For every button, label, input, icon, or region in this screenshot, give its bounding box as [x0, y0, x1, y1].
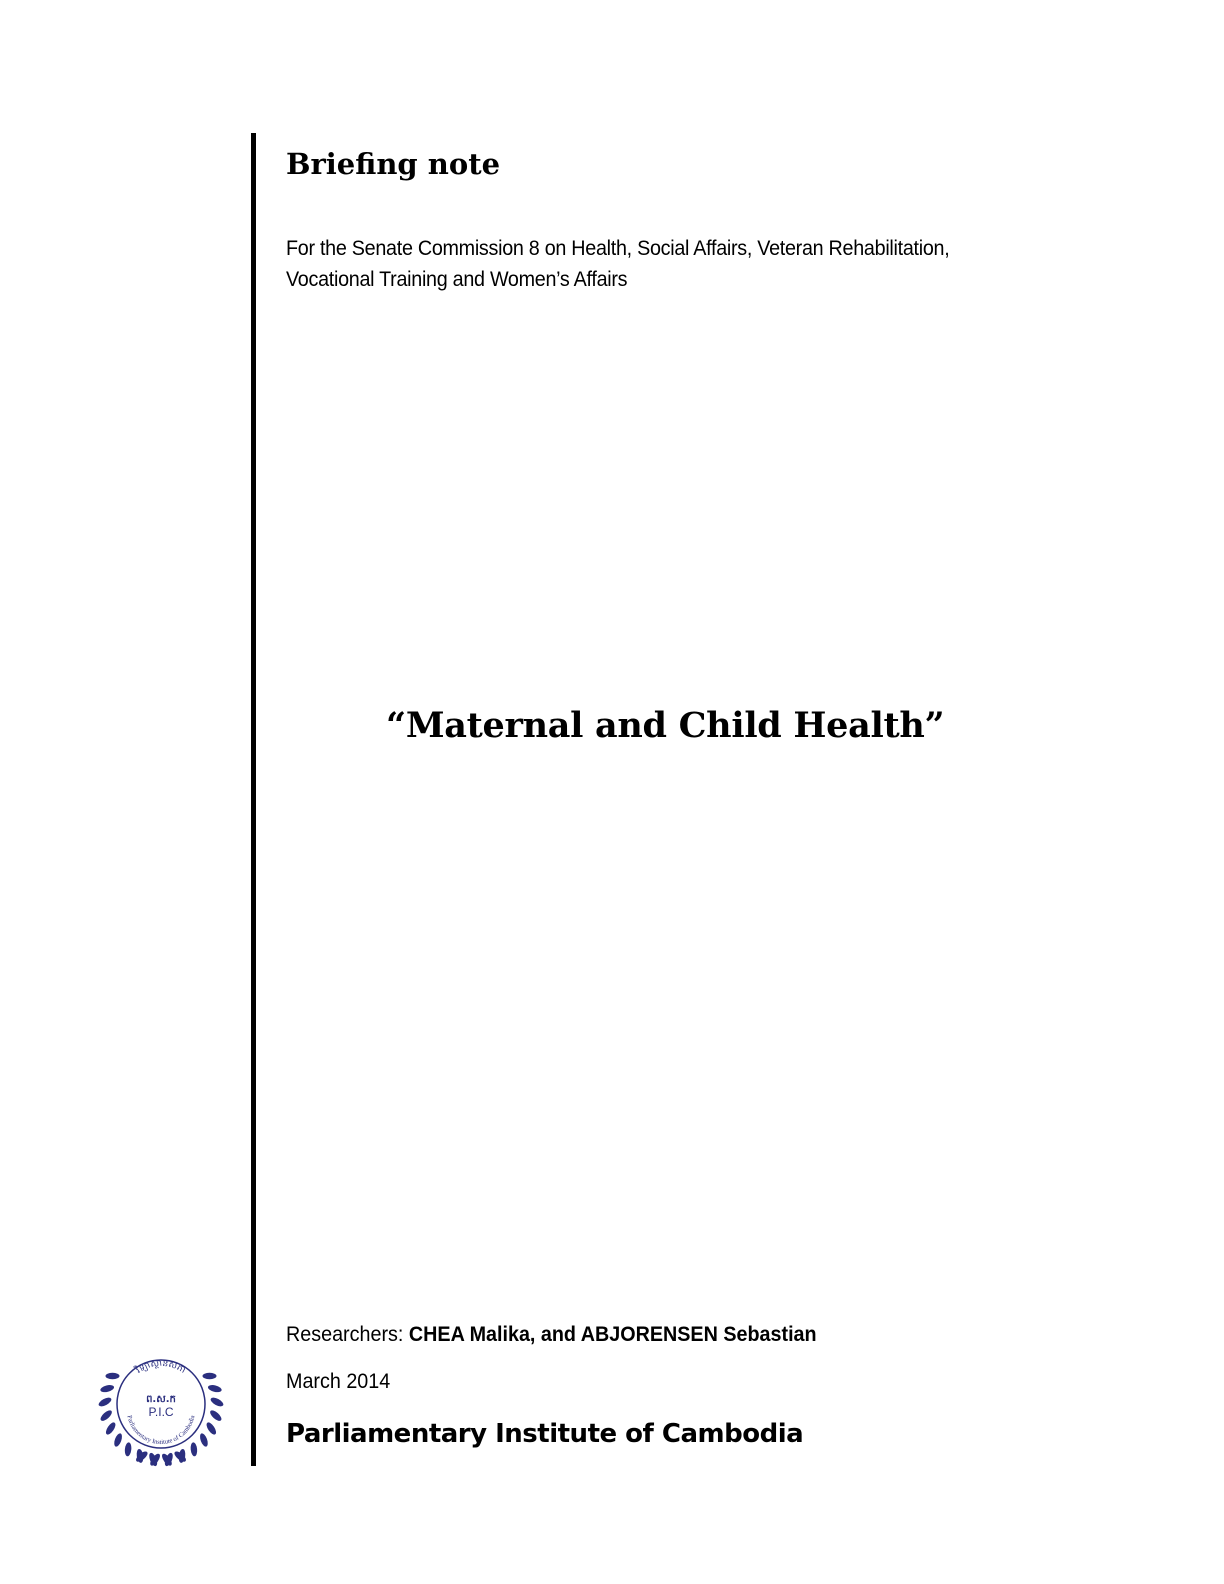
researchers-label: Researchers:	[286, 1323, 404, 1346]
laurel-leaf	[198, 1432, 209, 1447]
researchers-line	[286, 1320, 817, 1350]
institute-name: Parliamentary Institute of Cambodia	[286, 1419, 804, 1449]
laurel-leaf	[190, 1442, 198, 1457]
laurel-leaf	[124, 1442, 132, 1457]
seal-center-text: P.I.C	[148, 1405, 174, 1419]
laurel-leaf	[104, 1421, 117, 1436]
laurel-leaf	[100, 1384, 115, 1394]
researchers-names: CHEA Malika, and ABJORENSEN Sebastian	[408, 1323, 817, 1346]
laurel-leaf	[113, 1432, 124, 1447]
seal-english-arc-text: Parliamentary Institute of Cambodia	[125, 1414, 197, 1447]
laurel-leaf	[106, 1373, 120, 1379]
vertical-rule	[251, 133, 256, 1466]
document-title: “Maternal and Child Health”	[386, 705, 945, 746]
laurel-leaf	[203, 1373, 217, 1379]
commission-subtitle: For the Senate Commission 8 on Health, Social Affairs, Veteran Rehabilitation, Vocational Training and Women’s Affairs	[286, 237, 950, 291]
seal-abbrev-text: ព.ស.ក	[146, 1394, 176, 1405]
laurel-leaf	[207, 1384, 222, 1394]
laurel-leaf	[208, 1409, 223, 1423]
briefing-note-heading: Briefing note	[286, 147, 501, 181]
seal-khmer-arc-text: វិទ្យាស្ថានសភា	[134, 1358, 188, 1376]
laurel-leaf	[99, 1409, 114, 1423]
pic-seal-logo	[93, 1336, 229, 1472]
publication-date: March 2014	[286, 1370, 391, 1393]
laurel-leaf	[209, 1396, 224, 1408]
laurel-leaf	[205, 1421, 218, 1436]
laurel-leaf	[97, 1396, 112, 1408]
